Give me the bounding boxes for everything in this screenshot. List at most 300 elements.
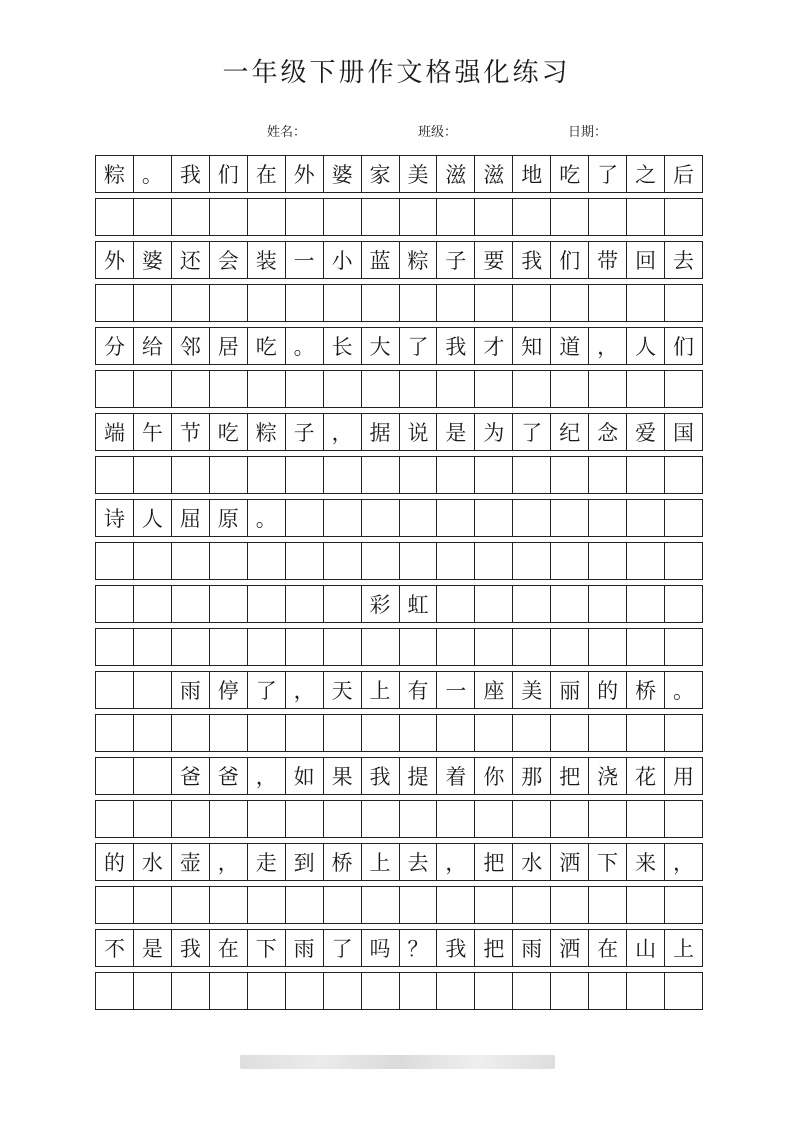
grid-cell[interactable] [96, 801, 134, 837]
grid-cell[interactable] [513, 586, 551, 622]
grid-cell[interactable]: 午 [134, 414, 172, 450]
grid-cell[interactable]: 那 [513, 758, 551, 794]
grid-cell[interactable] [400, 715, 438, 751]
grid-cell[interactable]: 外 [96, 242, 134, 278]
grid-cell[interactable] [324, 629, 362, 665]
grid-cell[interactable] [96, 199, 134, 235]
grid-cell[interactable] [551, 973, 589, 1009]
grid-cell[interactable] [210, 586, 248, 622]
grid-cell[interactable] [627, 285, 665, 321]
grid-cell[interactable]: 在 [589, 930, 627, 966]
grid-cell[interactable] [96, 457, 134, 493]
grid-cell[interactable] [210, 629, 248, 665]
grid-cell[interactable]: 去 [400, 844, 438, 880]
grid-cell[interactable] [286, 500, 324, 536]
grid-cell[interactable]: 后 [665, 156, 703, 192]
grid-cell[interactable] [324, 586, 362, 622]
grid-cell[interactable] [475, 543, 513, 579]
grid-cell[interactable] [400, 285, 438, 321]
grid-cell[interactable] [589, 973, 627, 1009]
grid-cell[interactable] [513, 629, 551, 665]
grid-cell[interactable] [172, 887, 210, 923]
grid-cell[interactable] [551, 500, 589, 536]
grid-cell[interactable] [324, 199, 362, 235]
grid-cell[interactable] [210, 801, 248, 837]
grid-cell[interactable] [437, 199, 475, 235]
grid-cell[interactable] [627, 199, 665, 235]
grid-cell[interactable]: 的 [589, 672, 627, 708]
grid-cell[interactable]: 要 [475, 242, 513, 278]
grid-cell[interactable] [248, 629, 286, 665]
grid-cell[interactable] [513, 371, 551, 407]
grid-cell[interactable] [248, 801, 286, 837]
grid-cell[interactable]: 还 [172, 242, 210, 278]
grid-cell[interactable]: 外 [286, 156, 324, 192]
grid-cell[interactable] [475, 199, 513, 235]
grid-cell[interactable]: 诗 [96, 500, 134, 536]
grid-cell[interactable] [210, 371, 248, 407]
grid-cell[interactable]: 居 [210, 328, 248, 364]
grid-cell[interactable] [96, 629, 134, 665]
name-field-label[interactable]: 姓名： [267, 125, 307, 140]
grid-cell[interactable]: 为 [475, 414, 513, 450]
grid-cell[interactable] [665, 801, 703, 837]
grid-cell[interactable]: 美 [513, 672, 551, 708]
grid-cell[interactable]: 。 [248, 500, 286, 536]
grid-cell[interactable] [172, 715, 210, 751]
grid-cell[interactable]: 。 [286, 328, 324, 364]
grid-cell[interactable] [134, 758, 172, 794]
grid-cell[interactable] [589, 371, 627, 407]
grid-cell[interactable] [134, 199, 172, 235]
grid-cell[interactable]: 丽 [551, 672, 589, 708]
grid-cell[interactable]: 是 [437, 414, 475, 450]
grid-cell[interactable] [248, 371, 286, 407]
grid-cell[interactable] [513, 887, 551, 923]
grid-cell[interactable]: 了 [513, 414, 551, 450]
grid-cell[interactable] [589, 457, 627, 493]
grid-cell[interactable] [172, 629, 210, 665]
grid-cell[interactable]: 滋 [437, 156, 475, 192]
grid-cell[interactable]: 。 [134, 156, 172, 192]
grid-cell[interactable] [513, 543, 551, 579]
grid-cell[interactable] [551, 199, 589, 235]
grid-cell[interactable] [210, 285, 248, 321]
grid-cell[interactable] [210, 457, 248, 493]
grid-cell[interactable] [96, 758, 134, 794]
grid-cell[interactable] [248, 973, 286, 1009]
grid-cell[interactable] [437, 715, 475, 751]
grid-cell[interactable]: 大 [362, 328, 400, 364]
grid-cell[interactable] [362, 887, 400, 923]
grid-cell[interactable] [134, 887, 172, 923]
grid-cell[interactable] [475, 285, 513, 321]
grid-cell[interactable] [134, 285, 172, 321]
grid-cell[interactable] [324, 371, 362, 407]
grid-cell[interactable] [172, 371, 210, 407]
grid-cell[interactable]: 上 [665, 930, 703, 966]
grid-cell[interactable] [400, 887, 438, 923]
grid-cell[interactable] [665, 285, 703, 321]
grid-cell[interactable] [551, 715, 589, 751]
grid-cell[interactable] [96, 371, 134, 407]
grid-cell[interactable] [400, 500, 438, 536]
grid-cell[interactable]: 彩 [362, 586, 400, 622]
grid-cell[interactable] [665, 973, 703, 1009]
grid-cell[interactable] [324, 801, 362, 837]
grid-cell[interactable]: 回 [627, 242, 665, 278]
grid-cell[interactable] [475, 887, 513, 923]
grid-cell[interactable] [475, 500, 513, 536]
grid-cell[interactable] [589, 199, 627, 235]
grid-cell[interactable] [134, 371, 172, 407]
grid-cell[interactable] [362, 199, 400, 235]
date-field-label[interactable]: 日期： [568, 125, 608, 140]
grid-cell[interactable] [665, 500, 703, 536]
grid-cell[interactable]: 吃 [551, 156, 589, 192]
grid-cell[interactable] [513, 500, 551, 536]
grid-cell[interactable]: 来 [627, 844, 665, 880]
grid-cell[interactable]: 一 [437, 672, 475, 708]
grid-cell[interactable] [134, 672, 172, 708]
grid-cell[interactable]: ， [286, 672, 324, 708]
class-field-label[interactable]: 班级： [418, 125, 458, 140]
grid-cell[interactable] [589, 500, 627, 536]
grid-cell[interactable]: 蓝 [362, 242, 400, 278]
grid-cell[interactable]: 爱 [627, 414, 665, 450]
grid-cell[interactable] [513, 801, 551, 837]
grid-cell[interactable] [551, 629, 589, 665]
grid-cell[interactable]: 粽 [248, 414, 286, 450]
grid-cell[interactable]: 下 [248, 930, 286, 966]
grid-cell[interactable] [362, 457, 400, 493]
grid-cell[interactable] [551, 371, 589, 407]
grid-cell[interactable] [286, 543, 324, 579]
grid-cell[interactable]: 我 [437, 930, 475, 966]
grid-cell[interactable]: 把 [475, 930, 513, 966]
grid-cell[interactable] [551, 801, 589, 837]
grid-cell[interactable]: 了 [324, 930, 362, 966]
grid-cell[interactable]: 一 [286, 242, 324, 278]
grid-cell[interactable]: 在 [210, 930, 248, 966]
grid-cell[interactable] [134, 801, 172, 837]
grid-cell[interactable] [475, 457, 513, 493]
grid-cell[interactable] [172, 199, 210, 235]
grid-cell[interactable] [134, 715, 172, 751]
grid-cell[interactable]: 分 [96, 328, 134, 364]
grid-cell[interactable] [475, 371, 513, 407]
grid-cell[interactable]: 虹 [400, 586, 438, 622]
grid-cell[interactable]: ， [210, 844, 248, 880]
grid-cell[interactable] [286, 586, 324, 622]
grid-cell[interactable]: 了 [248, 672, 286, 708]
grid-cell[interactable] [437, 543, 475, 579]
grid-cell[interactable] [665, 371, 703, 407]
grid-cell[interactable]: 去 [665, 242, 703, 278]
grid-cell[interactable]: 们 [551, 242, 589, 278]
grid-cell[interactable]: 桥 [324, 844, 362, 880]
grid-cell[interactable]: 不 [96, 930, 134, 966]
grid-cell[interactable]: 端 [96, 414, 134, 450]
grid-cell[interactable] [665, 715, 703, 751]
grid-cell[interactable] [324, 715, 362, 751]
grid-cell[interactable]: 上 [362, 844, 400, 880]
grid-cell[interactable] [362, 715, 400, 751]
grid-cell[interactable] [665, 543, 703, 579]
grid-cell[interactable]: 们 [210, 156, 248, 192]
grid-cell[interactable]: 爸 [210, 758, 248, 794]
grid-cell[interactable] [96, 715, 134, 751]
grid-cell[interactable]: 美 [400, 156, 438, 192]
grid-cell[interactable] [286, 199, 324, 235]
grid-cell[interactable]: 吗 [362, 930, 400, 966]
grid-cell[interactable] [324, 500, 362, 536]
grid-cell[interactable] [475, 801, 513, 837]
grid-cell[interactable] [475, 715, 513, 751]
grid-cell[interactable]: 纪 [551, 414, 589, 450]
grid-cell[interactable] [665, 887, 703, 923]
grid-cell[interactable] [248, 887, 286, 923]
grid-cell[interactable] [96, 543, 134, 579]
grid-cell[interactable]: 有 [400, 672, 438, 708]
grid-cell[interactable] [627, 629, 665, 665]
grid-cell[interactable] [437, 887, 475, 923]
grid-cell[interactable] [513, 715, 551, 751]
grid-cell[interactable] [665, 586, 703, 622]
grid-cell[interactable]: 知 [513, 328, 551, 364]
grid-cell[interactable]: 才 [475, 328, 513, 364]
grid-cell[interactable] [286, 629, 324, 665]
grid-cell[interactable] [400, 543, 438, 579]
grid-cell[interactable]: 洒 [551, 930, 589, 966]
grid-cell[interactable] [172, 543, 210, 579]
grid-cell[interactable] [324, 285, 362, 321]
grid-cell[interactable] [437, 371, 475, 407]
grid-cell[interactable]: ， [248, 758, 286, 794]
grid-cell[interactable] [665, 629, 703, 665]
grid-cell[interactable] [248, 715, 286, 751]
grid-cell[interactable]: 装 [248, 242, 286, 278]
grid-cell[interactable] [437, 586, 475, 622]
grid-cell[interactable] [210, 887, 248, 923]
grid-cell[interactable] [475, 629, 513, 665]
grid-cell[interactable]: 据 [362, 414, 400, 450]
grid-cell[interactable]: 带 [589, 242, 627, 278]
grid-cell[interactable]: 着 [437, 758, 475, 794]
grid-cell[interactable] [172, 457, 210, 493]
grid-cell[interactable] [172, 586, 210, 622]
grid-cell[interactable]: 我 [437, 328, 475, 364]
grid-cell[interactable]: 花 [627, 758, 665, 794]
grid-cell[interactable]: 粽 [96, 156, 134, 192]
grid-cell[interactable] [437, 801, 475, 837]
grid-cell[interactable]: 把 [551, 758, 589, 794]
grid-cell[interactable] [551, 543, 589, 579]
grid-cell[interactable]: 吃 [210, 414, 248, 450]
grid-cell[interactable]: 到 [286, 844, 324, 880]
grid-cell[interactable] [513, 973, 551, 1009]
grid-cell[interactable]: 。 [665, 672, 703, 708]
grid-cell[interactable]: 用 [665, 758, 703, 794]
grid-cell[interactable] [589, 543, 627, 579]
grid-cell[interactable]: 吃 [248, 328, 286, 364]
grid-cell[interactable] [362, 371, 400, 407]
grid-cell[interactable] [627, 371, 665, 407]
grid-cell[interactable] [362, 801, 400, 837]
grid-cell[interactable]: 果 [324, 758, 362, 794]
grid-cell[interactable]: 上 [362, 672, 400, 708]
grid-cell[interactable] [627, 887, 665, 923]
grid-cell[interactable]: 壶 [172, 844, 210, 880]
grid-cell[interactable]: 雨 [286, 930, 324, 966]
grid-cell[interactable] [172, 801, 210, 837]
grid-cell[interactable] [400, 457, 438, 493]
grid-cell[interactable]: 会 [210, 242, 248, 278]
grid-cell[interactable] [324, 543, 362, 579]
grid-cell[interactable] [437, 629, 475, 665]
grid-cell[interactable]: 提 [400, 758, 438, 794]
grid-cell[interactable]: 雨 [172, 672, 210, 708]
grid-cell[interactable]: 走 [248, 844, 286, 880]
grid-cell[interactable] [286, 715, 324, 751]
grid-cell[interactable] [362, 285, 400, 321]
grid-cell[interactable] [627, 500, 665, 536]
grid-cell[interactable] [627, 457, 665, 493]
grid-cell[interactable] [248, 199, 286, 235]
grid-cell[interactable]: 了 [589, 156, 627, 192]
grid-cell[interactable]: 道 [551, 328, 589, 364]
grid-cell[interactable] [665, 199, 703, 235]
grid-cell[interactable] [96, 586, 134, 622]
grid-cell[interactable] [551, 285, 589, 321]
grid-cell[interactable] [627, 801, 665, 837]
grid-cell[interactable] [96, 887, 134, 923]
grid-cell[interactable] [172, 973, 210, 1009]
grid-cell[interactable]: 们 [665, 328, 703, 364]
grid-cell[interactable]: 婆 [134, 242, 172, 278]
grid-cell[interactable] [362, 973, 400, 1009]
grid-cell[interactable] [589, 586, 627, 622]
grid-cell[interactable]: 小 [324, 242, 362, 278]
grid-cell[interactable] [134, 457, 172, 493]
grid-cell[interactable]: ， [589, 328, 627, 364]
grid-cell[interactable] [210, 715, 248, 751]
grid-cell[interactable] [551, 457, 589, 493]
grid-cell[interactable]: ？ [400, 930, 438, 966]
grid-cell[interactable] [437, 285, 475, 321]
grid-cell[interactable]: 婆 [324, 156, 362, 192]
grid-cell[interactable]: 子 [286, 414, 324, 450]
grid-cell[interactable] [248, 586, 286, 622]
grid-cell[interactable] [134, 586, 172, 622]
grid-cell[interactable] [286, 801, 324, 837]
grid-cell[interactable]: 给 [134, 328, 172, 364]
grid-cell[interactable] [210, 973, 248, 1009]
grid-cell[interactable] [437, 500, 475, 536]
grid-cell[interactable] [210, 543, 248, 579]
grid-cell[interactable]: 国 [665, 414, 703, 450]
grid-cell[interactable] [627, 715, 665, 751]
grid-cell[interactable] [665, 457, 703, 493]
grid-cell[interactable]: ， [665, 844, 703, 880]
grid-cell[interactable]: 邻 [172, 328, 210, 364]
grid-cell[interactable] [400, 629, 438, 665]
grid-cell[interactable]: ， [324, 414, 362, 450]
grid-cell[interactable]: 人 [134, 500, 172, 536]
grid-cell[interactable] [589, 887, 627, 923]
grid-cell[interactable] [96, 672, 134, 708]
grid-cell[interactable]: 我 [172, 930, 210, 966]
grid-cell[interactable]: 子 [437, 242, 475, 278]
grid-cell[interactable]: 我 [513, 242, 551, 278]
grid-cell[interactable] [437, 457, 475, 493]
grid-cell[interactable]: 是 [134, 930, 172, 966]
grid-cell[interactable]: 节 [172, 414, 210, 450]
grid-cell[interactable] [475, 973, 513, 1009]
grid-cell[interactable]: 我 [362, 758, 400, 794]
grid-cell[interactable] [400, 973, 438, 1009]
grid-cell[interactable] [551, 586, 589, 622]
grid-cell[interactable]: 念 [589, 414, 627, 450]
grid-cell[interactable] [437, 973, 475, 1009]
grid-cell[interactable] [589, 629, 627, 665]
grid-cell[interactable] [134, 543, 172, 579]
grid-cell[interactable]: 水 [513, 844, 551, 880]
grid-cell[interactable]: 家 [362, 156, 400, 192]
grid-cell[interactable]: 下 [589, 844, 627, 880]
grid-cell[interactable] [362, 500, 400, 536]
grid-cell[interactable]: 座 [475, 672, 513, 708]
grid-cell[interactable]: 滋 [475, 156, 513, 192]
grid-cell[interactable] [589, 715, 627, 751]
grid-cell[interactable] [362, 629, 400, 665]
grid-cell[interactable]: 浇 [589, 758, 627, 794]
grid-cell[interactable] [627, 586, 665, 622]
grid-cell[interactable] [513, 199, 551, 235]
grid-cell[interactable] [362, 543, 400, 579]
grid-cell[interactable]: 在 [248, 156, 286, 192]
grid-cell[interactable]: 桥 [627, 672, 665, 708]
grid-cell[interactable] [513, 457, 551, 493]
grid-cell[interactable] [286, 285, 324, 321]
grid-cell[interactable]: 说 [400, 414, 438, 450]
grid-cell[interactable] [210, 199, 248, 235]
grid-cell[interactable]: 天 [324, 672, 362, 708]
grid-cell[interactable] [286, 887, 324, 923]
grid-cell[interactable] [589, 285, 627, 321]
grid-cell[interactable] [627, 543, 665, 579]
grid-cell[interactable] [589, 801, 627, 837]
grid-cell[interactable] [400, 371, 438, 407]
grid-cell[interactable]: 雨 [513, 930, 551, 966]
grid-cell[interactable]: 粽 [400, 242, 438, 278]
grid-cell[interactable] [286, 371, 324, 407]
grid-cell[interactable] [286, 973, 324, 1009]
grid-cell[interactable]: 人 [627, 328, 665, 364]
grid-cell[interactable] [400, 199, 438, 235]
grid-cell[interactable]: 我 [172, 156, 210, 192]
grid-cell[interactable]: 山 [627, 930, 665, 966]
grid-cell[interactable]: 的 [96, 844, 134, 880]
grid-cell[interactable] [324, 457, 362, 493]
grid-cell[interactable] [286, 457, 324, 493]
grid-cell[interactable] [513, 285, 551, 321]
grid-cell[interactable] [248, 457, 286, 493]
grid-cell[interactable]: ， [437, 844, 475, 880]
grid-cell[interactable]: 原 [210, 500, 248, 536]
grid-cell[interactable] [96, 973, 134, 1009]
grid-cell[interactable] [248, 543, 286, 579]
